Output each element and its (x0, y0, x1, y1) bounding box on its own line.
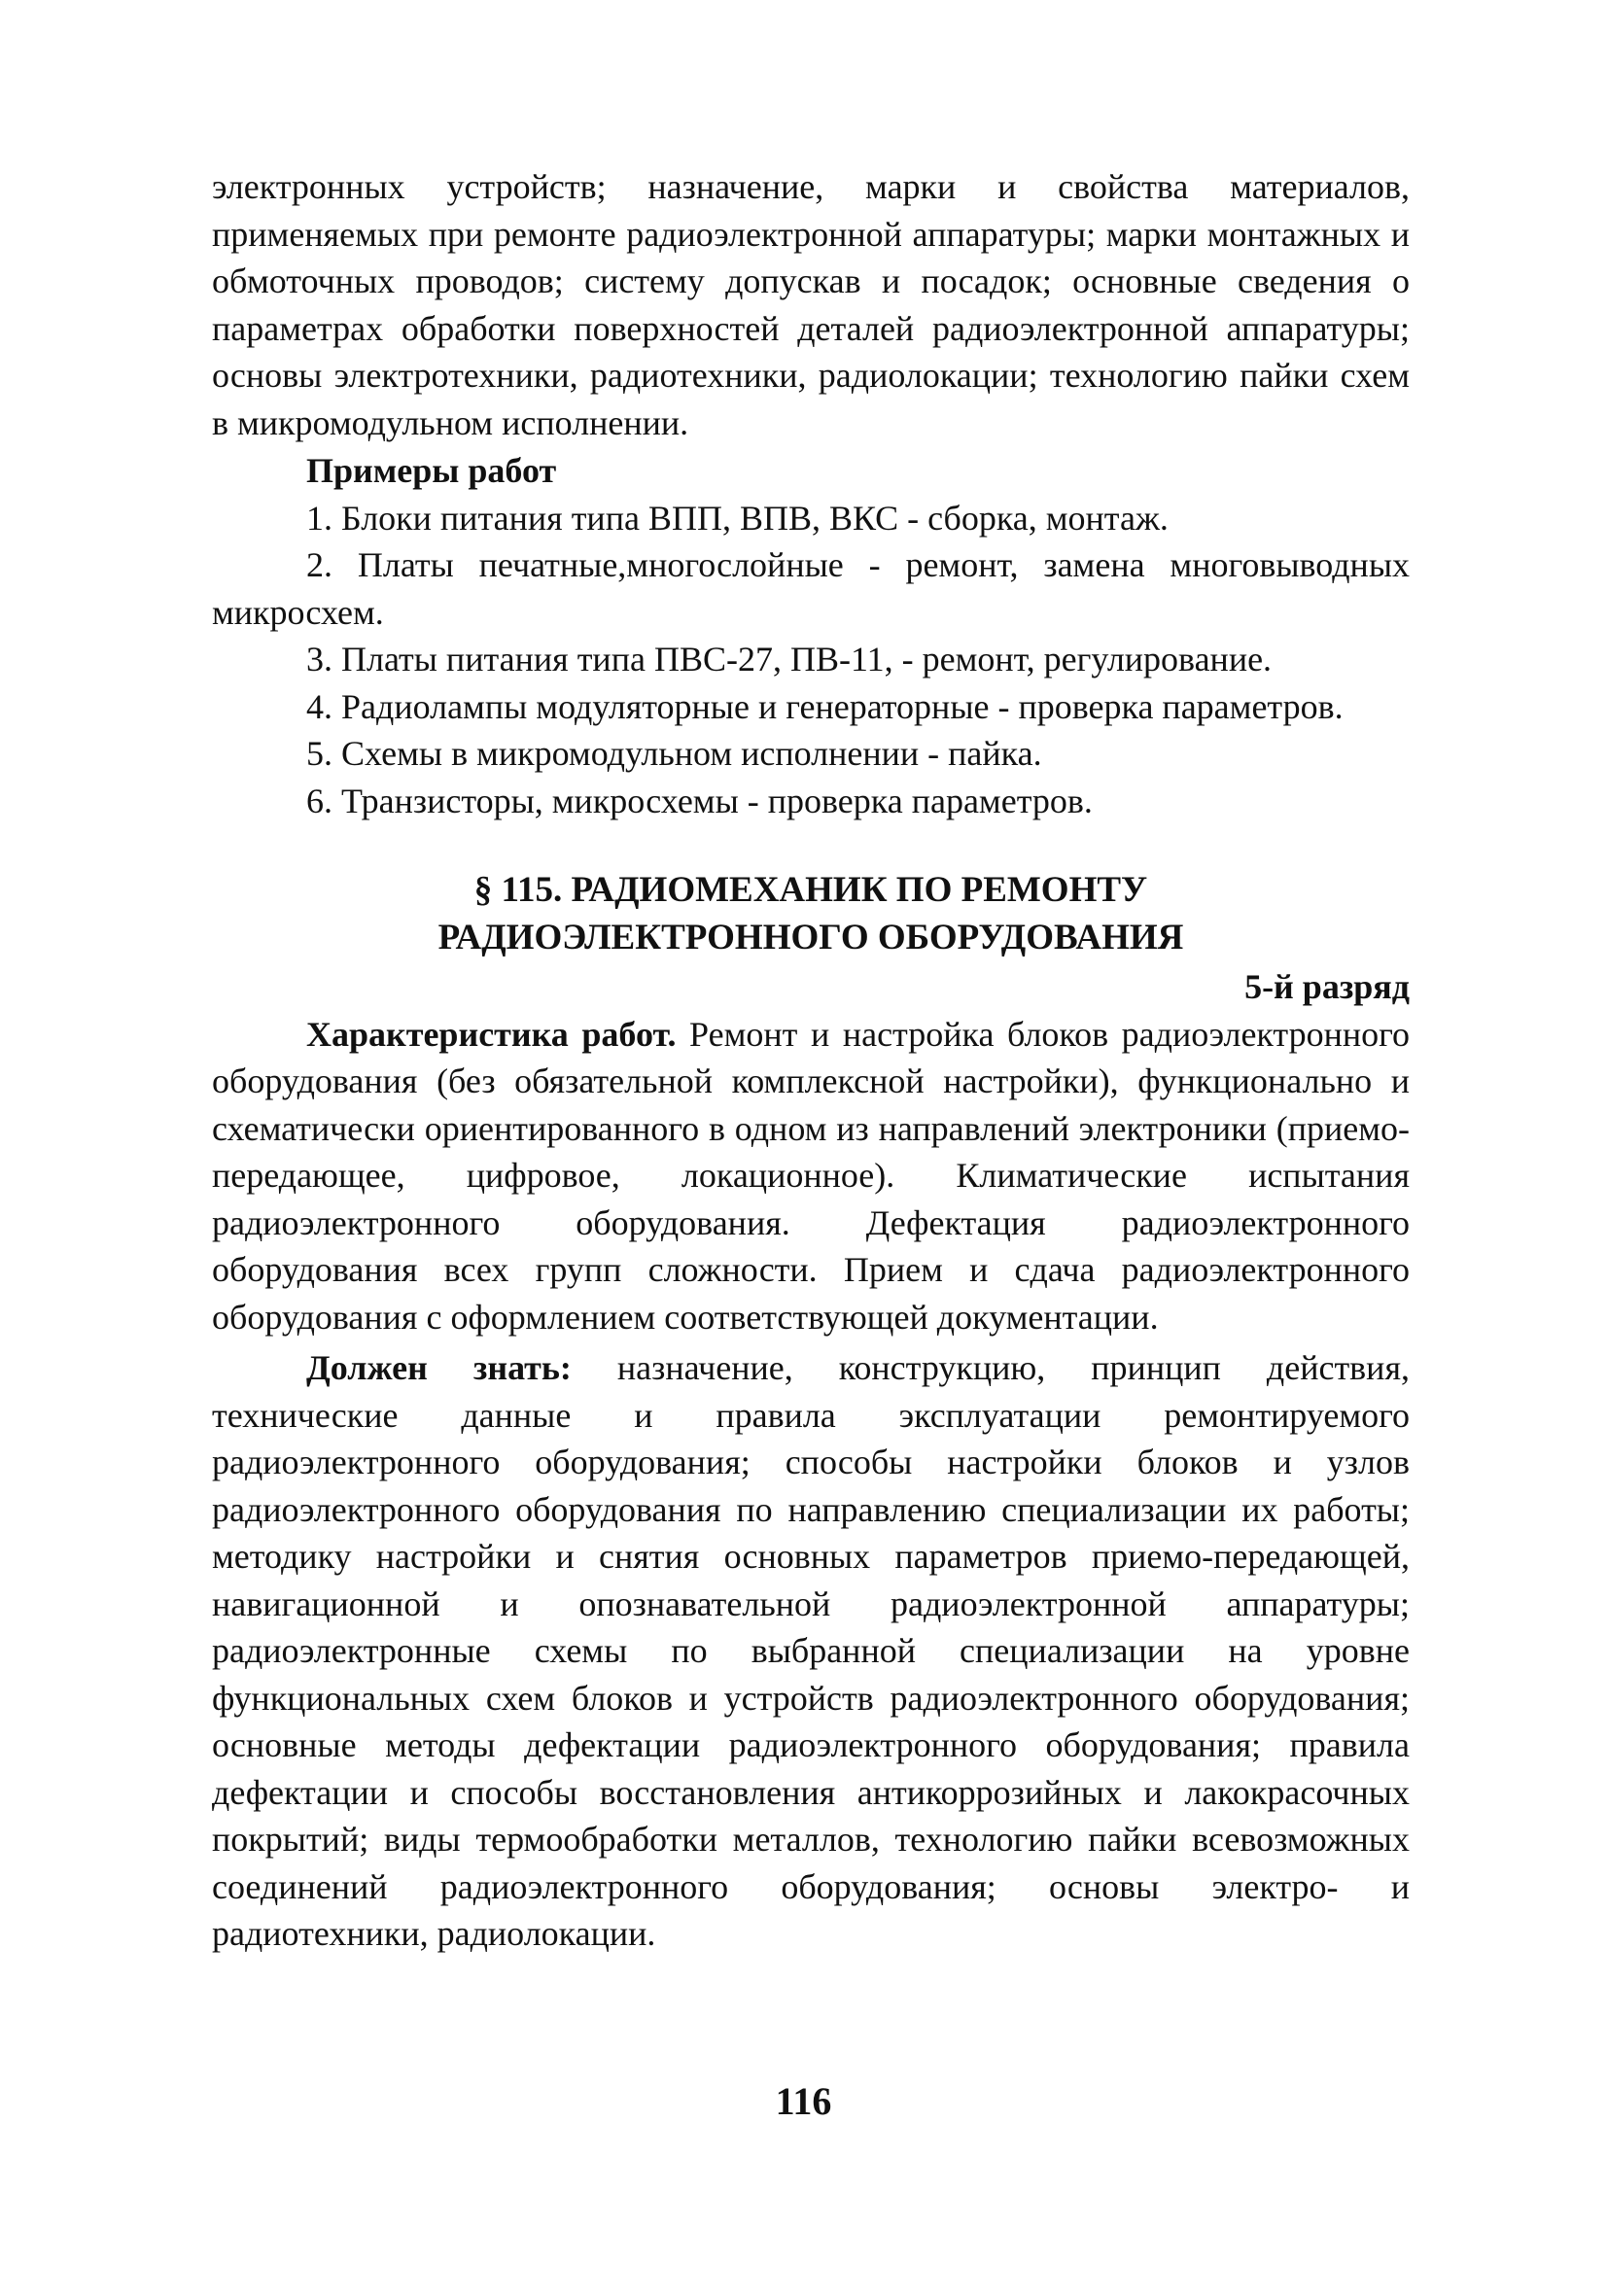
list-item: 6. Транзисторы, микросхемы - проверка параметров. (306, 781, 1093, 820)
continued-paragraph: электронных устройств; назначение, марки и свойства материалов, применяемых при ремонте радиоэлектронной аппаратуры; марки монтажных и обмоточных проводов; систему допускав и посадок; основные сведения о параметрах обработки поверхностей деталей радиоэлектронной аппаратуры; основы электротехники, радиотехники, радиолокации; технологию пайки схем в микромодульном исполнении. (212, 167, 1410, 442)
list-item: 2. Платы печатные,многослойные - ремонт, замена многовыводных микросхем. (212, 545, 1410, 632)
list-item: 5. Схемы в микромодульном исполнении - пайка. (306, 734, 1042, 773)
characteristics-label: Характеристика работ. (306, 1014, 677, 1054)
examples-heading: Примеры работ (306, 451, 557, 490)
knowledge-paragraph (212, 1344, 1410, 1958)
section-title-line-1: § 115. РАДИОМЕХАНИК ПО РЕМОНТУ (473, 870, 1148, 910)
characteristics-paragraph (212, 1011, 1410, 1341)
knowledge-text: назначение, конструкцию, принцип действия, технические данные и правила эксплуатации ремонтируемого радиоэлектронного оборудования; способы настройки блоков и узлов радиоэлектронного оборудования по направлению специализации их работы; методику настройки и снятия основных параметров приемо-передающей, навигационной и опознавательной радиоэлектронной аппаратуры; радиоэлектронные схемы по выбранной специализации на уровне функциональных схем блоков и устройств радиоэлектронного оборудования; основные методы дефектации радиоэлектронного оборудования; правила дефектации и способы восстановления антикоррозийных и лакокрасочных покрытий; виды термообработки металлов, технологию пайки всевозможных соединений радиоэлектронного оборудования; основы электро- и радиотехники, радиолокации. (212, 1348, 1411, 1953)
examples-list (212, 495, 1410, 825)
page-number: 116 (775, 2079, 832, 2123)
page-body (212, 163, 1410, 1958)
section-title-line-2: РАДИОЭЛЕКТРОННОГО ОБОРУДОВАНИЯ (437, 918, 1184, 957)
grade-label: 5-й разряд (1244, 967, 1410, 1006)
list-item: 1. Блоки питания типа ВПП, ВПВ, ВКС - сборка, монтаж. (306, 498, 1169, 538)
list-item: 4. Радиолампы модуляторные и генераторные - проверка параметров. (306, 686, 1344, 726)
knowledge-label: Должен знать: (306, 1348, 572, 1387)
characteristics-text: Ремонт и настройка блоков радиоэлектронного оборудования (без обязательной комплексной настройки), функционально и схематически ориентированного в одном из направлений электроники (приемо-передающее, цифровое, локационное). Климатические испытания радиоэлектронного оборудования. Дефектация радиоэлектронного оборудования всех групп сложности. Прием и сдача радиоэлектронного оборудования с оформлением соответствующей документации. (212, 1014, 1411, 1337)
section-title (212, 866, 1410, 961)
list-item: 3. Платы питания типа ПВС-27, ПВ-11, - ремонт, регулирование. (306, 640, 1273, 678)
